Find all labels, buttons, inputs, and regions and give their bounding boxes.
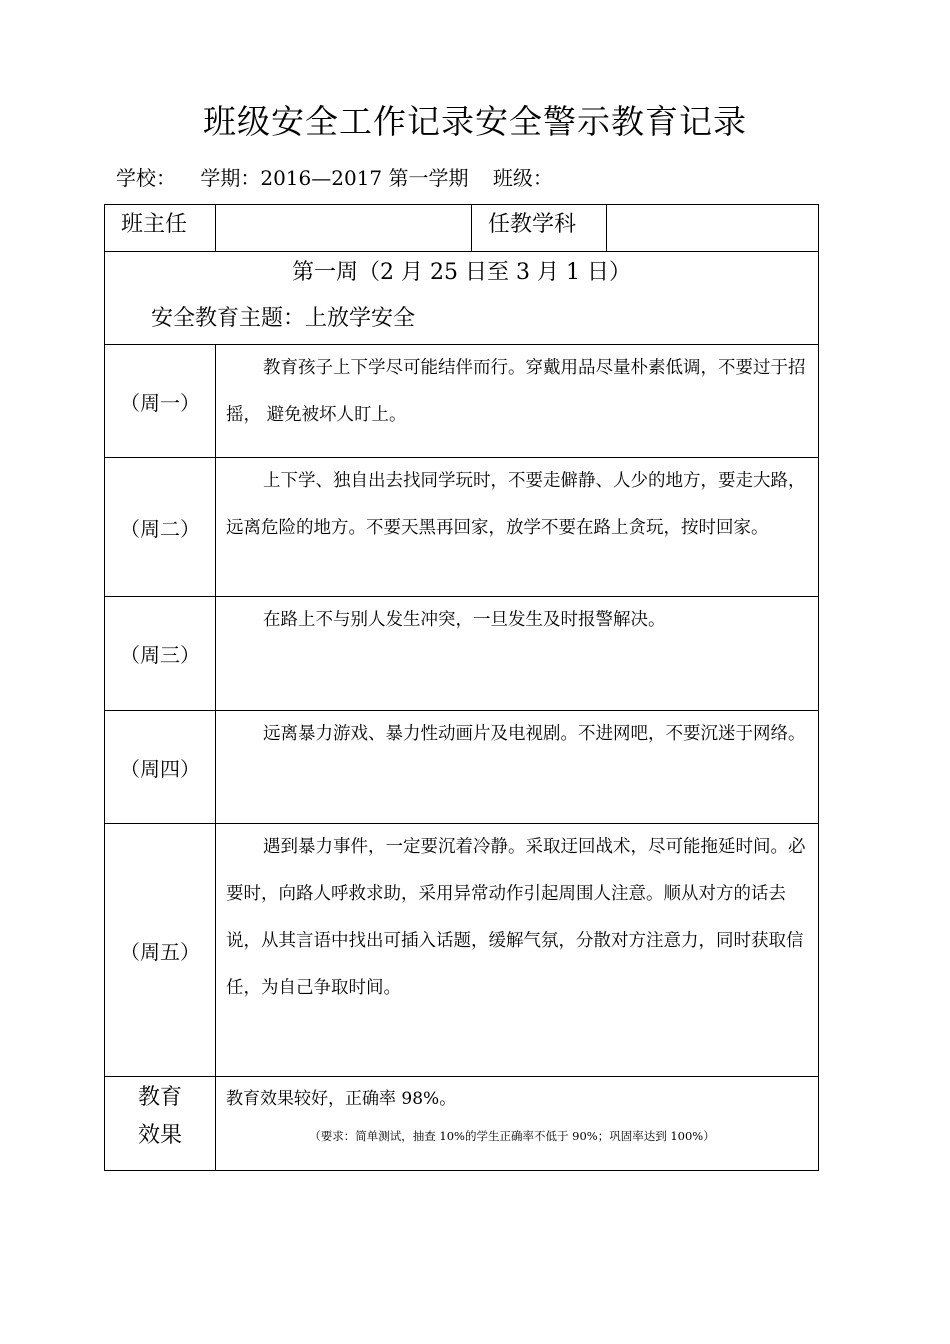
day-content: 上下学、独自出去找同学玩时，不要走僻静、人少的地方，要走大路，远离危险的地方。不要天黑再回家，放学不要在路上贪玩，按时回家。 (226, 471, 806, 538)
week-topic: 安全教育主题：上放学安全 (151, 306, 416, 331)
table-header-row (105, 205, 818, 252)
table-row (105, 711, 818, 824)
day-content: 在路上不与别人发生冲突，一旦发生及时报警解决。 (263, 610, 666, 630)
effect-row (105, 1077, 818, 1170)
table-row (105, 597, 818, 711)
school-label: 学校： (116, 166, 176, 190)
page-title: 班级安全工作记录安全警示教育记录 (203, 102, 747, 141)
day-label: （周三） (105, 597, 216, 710)
day-label: （周二） (105, 458, 216, 596)
subject-label: 任教学科 (472, 205, 607, 251)
day-content: 遇到暴力事件，一定要沉着冷静。采取迂回战术，尽可能拖延时间。必要时，向路人呼救求助，采用异常动作引起周围人注意。顺从对方的话去说，从其言语中找出可插入话题，缓解气氛，分散对方注意力，同时获取信任，为自己争取时间。 (226, 837, 806, 998)
class-label: 班级： (492, 166, 553, 190)
day-label: （周五） (105, 824, 216, 1076)
day-label: （周四） (105, 711, 216, 823)
subject-value (607, 205, 818, 251)
effect-label-line2: 效果 (137, 1123, 182, 1148)
record-table (104, 204, 819, 1171)
table-row (105, 458, 818, 597)
table-row (105, 824, 818, 1077)
effect-label-line1: 教育 (137, 1085, 182, 1110)
week-header-row (105, 252, 818, 345)
head-teacher-value (216, 205, 472, 251)
effect-label (105, 1077, 216, 1170)
effect-requirement: （要求：简单测试，抽查 10%的学生正确率不低于 90%；巩固率达到 100%） (309, 1129, 715, 1143)
day-label: （周一） (105, 345, 216, 457)
effect-text: 教育效果较好，正确率 98%。 (226, 1089, 457, 1109)
effect-content (216, 1077, 818, 1170)
week-title: 第一周（2 月 25 日至 3 月 1 日） (292, 260, 631, 285)
day-content: 远离暴力游戏、暴力性动画片及电视剧。不进网吧，不要沉迷于网络。 (263, 724, 806, 744)
table-row (105, 345, 818, 458)
meta-line (116, 160, 553, 196)
term-label: 学期：2016—2017 第一学期 (200, 166, 469, 190)
head-teacher-label: 班主任 (105, 205, 216, 251)
day-content: 教育孩子上下学尽可能结伴而行。穿戴用品尽量朴素低调，不要过于招摇， 避免被坏人盯上。 (226, 358, 806, 425)
